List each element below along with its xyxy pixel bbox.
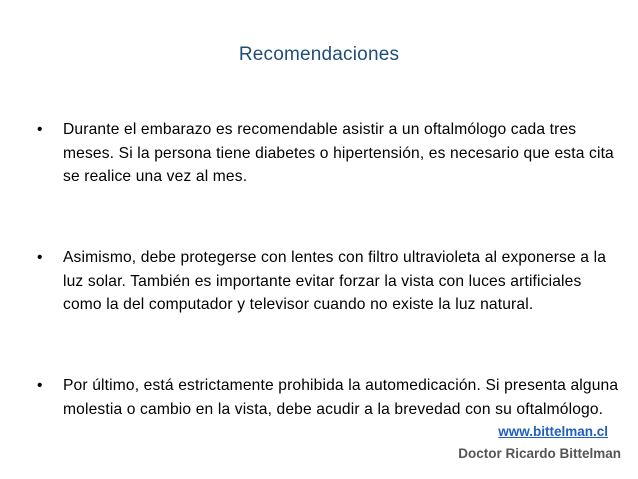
- bullet-item-3: [37, 374, 622, 421]
- bullet-icon: •: [37, 121, 43, 138]
- bullet-item-1: [37, 118, 622, 189]
- bullet-icon: •: [37, 377, 43, 394]
- bullet-text-3: Por último, está estrictamente prohibida la automedicación. Si presenta alguna molestia o cambio en la vista, debe acudir a la brevedad con su oftalmólogo.: [63, 377, 619, 418]
- author-name: Doctor Ricardo Bittelman: [458, 446, 621, 461]
- slide-title: Recomendaciones: [238, 44, 400, 65]
- bullet-text-1: Durante el embarazo es recomendable asistir a un oftalmólogo cada tres meses. Si la persona tiene diabetes o hipertensión, es necesario que esta cita se realice una vez al mes.: [63, 121, 614, 185]
- bullet-icon: •: [37, 249, 43, 266]
- bullet-text-2: Asimismo, debe protegerse con lentes con filtro ultravioleta al exponerse a la luz solar. También es importante evitar forzar la vista con luces artificiales como la del computador y televisor cuando no existe la luz natural.: [63, 249, 607, 313]
- bullet-item-2: [37, 246, 622, 317]
- website-link[interactable]: www.bittelman.cl: [498, 424, 608, 439]
